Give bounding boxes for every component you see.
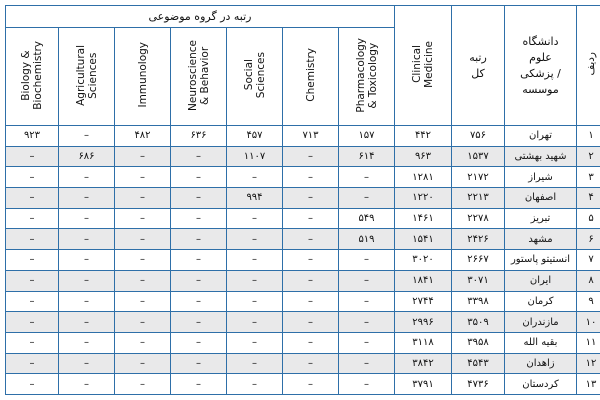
rank-cell: – bbox=[171, 208, 227, 229]
overall-rank-cell: ۲۲۱۳ bbox=[452, 188, 505, 209]
rank-cell: ۶۱۴ bbox=[339, 146, 395, 167]
rank-cell: – bbox=[227, 250, 283, 271]
row-number-cell: ۳ bbox=[577, 167, 600, 188]
rank-cell: – bbox=[6, 146, 59, 167]
rank-cell: – bbox=[171, 270, 227, 291]
overall-rank-cell: ۳۵۰۹ bbox=[452, 312, 505, 333]
rank-cell: – bbox=[283, 353, 339, 374]
rank-cell: – bbox=[6, 188, 59, 209]
rank-cell: – bbox=[227, 291, 283, 312]
rank-cell: – bbox=[115, 353, 171, 374]
rank-cell: – bbox=[6, 270, 59, 291]
overall-rank-cell: ۱۵۳۷ bbox=[452, 146, 505, 167]
rank-cell: – bbox=[115, 312, 171, 333]
subject-header-pharmacology: Pharmacology & Toxicology bbox=[339, 28, 395, 126]
rank-cell: – bbox=[171, 374, 227, 395]
university-name-cell: انستیتو پاستور bbox=[505, 250, 577, 271]
overall-rank-cell: ۲۱۷۲ bbox=[452, 167, 505, 188]
rank-cell: – bbox=[59, 312, 115, 333]
row-number-header: ردیف bbox=[577, 6, 600, 126]
rank-cell: – bbox=[115, 374, 171, 395]
row-number-cell: ۲ bbox=[577, 146, 600, 167]
rank-cell: – bbox=[59, 374, 115, 395]
rank-cell: – bbox=[6, 312, 59, 333]
university-name-cell: تبریز bbox=[505, 208, 577, 229]
rank-cell: – bbox=[115, 146, 171, 167]
rank-cell: – bbox=[227, 229, 283, 250]
rank-cell: – bbox=[227, 167, 283, 188]
rank-cell: – bbox=[283, 208, 339, 229]
subject-header-biology: Biology & Biochemistry bbox=[6, 28, 59, 126]
row-number-cell: ۹ bbox=[577, 291, 600, 312]
rank-cell: – bbox=[171, 332, 227, 353]
rank-cell: – bbox=[283, 312, 339, 333]
university-name-cell: کرمان bbox=[505, 291, 577, 312]
row-number-cell: ۷ bbox=[577, 250, 600, 271]
rank-cell: – bbox=[171, 250, 227, 271]
university-name-cell: مشهد bbox=[505, 229, 577, 250]
rank-cell: – bbox=[59, 188, 115, 209]
rank-cell: – bbox=[59, 291, 115, 312]
rank-cell: ۱۵۴۱ bbox=[395, 229, 452, 250]
rank-cell: – bbox=[6, 208, 59, 229]
rank-cell: – bbox=[227, 312, 283, 333]
rank-cell: – bbox=[227, 332, 283, 353]
rank-cell: ۲۹۹۶ bbox=[395, 312, 452, 333]
rank-cell: – bbox=[59, 250, 115, 271]
rank-cell: – bbox=[283, 270, 339, 291]
rank-cell: – bbox=[6, 353, 59, 374]
overall-rank-cell: ۳۳۹۸ bbox=[452, 291, 505, 312]
rank-cell: ۷۱۳ bbox=[283, 126, 339, 147]
overall-rank-cell: ۲۴۲۶ bbox=[452, 229, 505, 250]
university-name-cell: اصفهان bbox=[505, 188, 577, 209]
row-number-cell: ۱۱ bbox=[577, 332, 600, 353]
subject-group-header: رتبه در گروه موضوعی bbox=[6, 6, 395, 28]
overall-rank-cell: ۳۰۷۱ bbox=[452, 270, 505, 291]
university-name-cell: زاهدان bbox=[505, 353, 577, 374]
rank-cell: – bbox=[339, 332, 395, 353]
rank-cell: – bbox=[227, 208, 283, 229]
rank-cell: – bbox=[283, 332, 339, 353]
rank-cell: – bbox=[283, 229, 339, 250]
overall-rank-cell: ۷۵۶ bbox=[452, 126, 505, 147]
subject-header-social-sciences: Social Sciences bbox=[227, 28, 283, 126]
university-name-cell: کردستان bbox=[505, 374, 577, 395]
rank-cell: – bbox=[115, 291, 171, 312]
rank-cell: ۳۱۱۸ bbox=[395, 332, 452, 353]
rank-cell: – bbox=[283, 167, 339, 188]
rank-cell: – bbox=[283, 374, 339, 395]
rank-cell: – bbox=[339, 188, 395, 209]
subject-header-chemistry: Chemistry bbox=[283, 28, 339, 126]
table-row bbox=[6, 250, 600, 271]
rank-cell: ۱۱۰۷ bbox=[227, 146, 283, 167]
rank-cell: – bbox=[227, 374, 283, 395]
rank-cell: ۱۲۲۰ bbox=[395, 188, 452, 209]
table-row bbox=[6, 146, 600, 167]
row-number-cell: ۱۲ bbox=[577, 353, 600, 374]
subject-header-neuroscience: Neuroscience & Behavior bbox=[171, 28, 227, 126]
university-name-cell: ایران bbox=[505, 270, 577, 291]
rank-cell: ۴۴۲ bbox=[395, 126, 452, 147]
rank-cell: ۵۱۹ bbox=[339, 229, 395, 250]
rank-cell: – bbox=[171, 167, 227, 188]
rank-cell: – bbox=[171, 291, 227, 312]
subject-header-clinical-medicine: Clinical Medicine bbox=[395, 6, 452, 126]
university-header: دانشگاه علوم پزشکی / موسسه bbox=[505, 6, 577, 126]
row-number-cell: ۶ bbox=[577, 229, 600, 250]
rank-cell: – bbox=[115, 250, 171, 271]
rank-cell: – bbox=[227, 353, 283, 374]
table-row bbox=[6, 188, 600, 209]
rank-cell: – bbox=[59, 332, 115, 353]
rank-cell: ۳۸۴۲ bbox=[395, 353, 452, 374]
table-row bbox=[6, 291, 600, 312]
table-row bbox=[6, 353, 600, 374]
rank-cell: ۱۲۸۱ bbox=[395, 167, 452, 188]
ranking-table bbox=[5, 5, 600, 395]
row-number-cell: ۴ bbox=[577, 188, 600, 209]
rank-cell: ۳۷۹۱ bbox=[395, 374, 452, 395]
overall-rank-cell: ۲۶۶۷ bbox=[452, 250, 505, 271]
rank-cell: ۱۸۴۱ bbox=[395, 270, 452, 291]
rank-cell: – bbox=[171, 353, 227, 374]
rank-cell: – bbox=[59, 229, 115, 250]
university-name-cell: بقیه الله bbox=[505, 332, 577, 353]
overall-rank-cell: ۳۹۵۸ bbox=[452, 332, 505, 353]
row-number-cell: ۱۳ bbox=[577, 374, 600, 395]
rank-cell: – bbox=[339, 250, 395, 271]
rank-cell: – bbox=[339, 270, 395, 291]
rank-cell: – bbox=[283, 291, 339, 312]
rank-cell: ۴۸۲ bbox=[115, 126, 171, 147]
rank-cell: ۶۸۶ bbox=[59, 146, 115, 167]
rank-cell: ۱۴۶۱ bbox=[395, 208, 452, 229]
table-row bbox=[6, 167, 600, 188]
rank-cell: – bbox=[6, 167, 59, 188]
overall-rank-header: رتبه کل bbox=[452, 6, 505, 126]
table-row bbox=[6, 312, 600, 333]
rank-cell: – bbox=[6, 291, 59, 312]
rank-cell: – bbox=[59, 270, 115, 291]
rank-cell: – bbox=[115, 332, 171, 353]
rank-cell: – bbox=[283, 188, 339, 209]
rank-cell: ۶۳۶ bbox=[171, 126, 227, 147]
rank-cell: – bbox=[6, 250, 59, 271]
rank-cell: ۹۲۳ bbox=[6, 126, 59, 147]
rank-cell: ۳۰۲۰ bbox=[395, 250, 452, 271]
rank-cell: – bbox=[339, 353, 395, 374]
overall-rank-cell: ۴۵۴۳ bbox=[452, 353, 505, 374]
rank-cell: – bbox=[339, 167, 395, 188]
rank-cell: ۴۵۷ bbox=[227, 126, 283, 147]
rank-cell: ۲۷۴۴ bbox=[395, 291, 452, 312]
rank-cell: – bbox=[115, 270, 171, 291]
rank-cell: – bbox=[59, 208, 115, 229]
rank-cell: – bbox=[6, 229, 59, 250]
rank-cell: – bbox=[171, 312, 227, 333]
rank-cell: ۹۶۳ bbox=[395, 146, 452, 167]
row-number-cell: ۵ bbox=[577, 208, 600, 229]
table-header bbox=[6, 6, 600, 126]
table-body bbox=[6, 126, 600, 395]
rank-cell: – bbox=[6, 374, 59, 395]
university-name-cell: مازندران bbox=[505, 312, 577, 333]
rank-cell: – bbox=[339, 312, 395, 333]
rank-cell: – bbox=[115, 188, 171, 209]
rank-cell: ۹۹۴ bbox=[227, 188, 283, 209]
rank-cell: – bbox=[59, 126, 115, 147]
rank-cell: – bbox=[171, 188, 227, 209]
university-name-cell: شهید بهشتی bbox=[505, 146, 577, 167]
rank-cell: – bbox=[115, 229, 171, 250]
table-row bbox=[6, 332, 600, 353]
row-number-cell: ۱ bbox=[577, 126, 600, 147]
row-number-cell: ۱۰ bbox=[577, 312, 600, 333]
table-row bbox=[6, 270, 600, 291]
row-number-cell: ۸ bbox=[577, 270, 600, 291]
rank-cell: – bbox=[283, 250, 339, 271]
rank-cell: – bbox=[59, 353, 115, 374]
rank-cell: – bbox=[171, 229, 227, 250]
overall-rank-cell: ۴۷۳۶ bbox=[452, 374, 505, 395]
rank-cell: ۵۴۹ bbox=[339, 208, 395, 229]
rank-cell: – bbox=[59, 167, 115, 188]
rank-cell: ۱۵۷ bbox=[339, 126, 395, 147]
rank-cell: – bbox=[115, 167, 171, 188]
rank-cell: – bbox=[171, 146, 227, 167]
rank-cell: – bbox=[339, 374, 395, 395]
university-name-cell: تهران bbox=[505, 126, 577, 147]
rank-cell: – bbox=[227, 270, 283, 291]
subject-header-agricultural: Agricultural Sciences bbox=[59, 28, 115, 126]
table-row bbox=[6, 374, 600, 395]
table-row bbox=[6, 208, 600, 229]
subject-header-immunology: Immunology bbox=[115, 28, 171, 126]
overall-rank-cell: ۲۲۷۸ bbox=[452, 208, 505, 229]
rank-cell: – bbox=[115, 208, 171, 229]
rank-cell: – bbox=[6, 332, 59, 353]
university-name-cell: شیراز bbox=[505, 167, 577, 188]
rank-cell: – bbox=[283, 146, 339, 167]
rank-cell: – bbox=[339, 291, 395, 312]
table-row bbox=[6, 229, 600, 250]
table-row bbox=[6, 126, 600, 147]
